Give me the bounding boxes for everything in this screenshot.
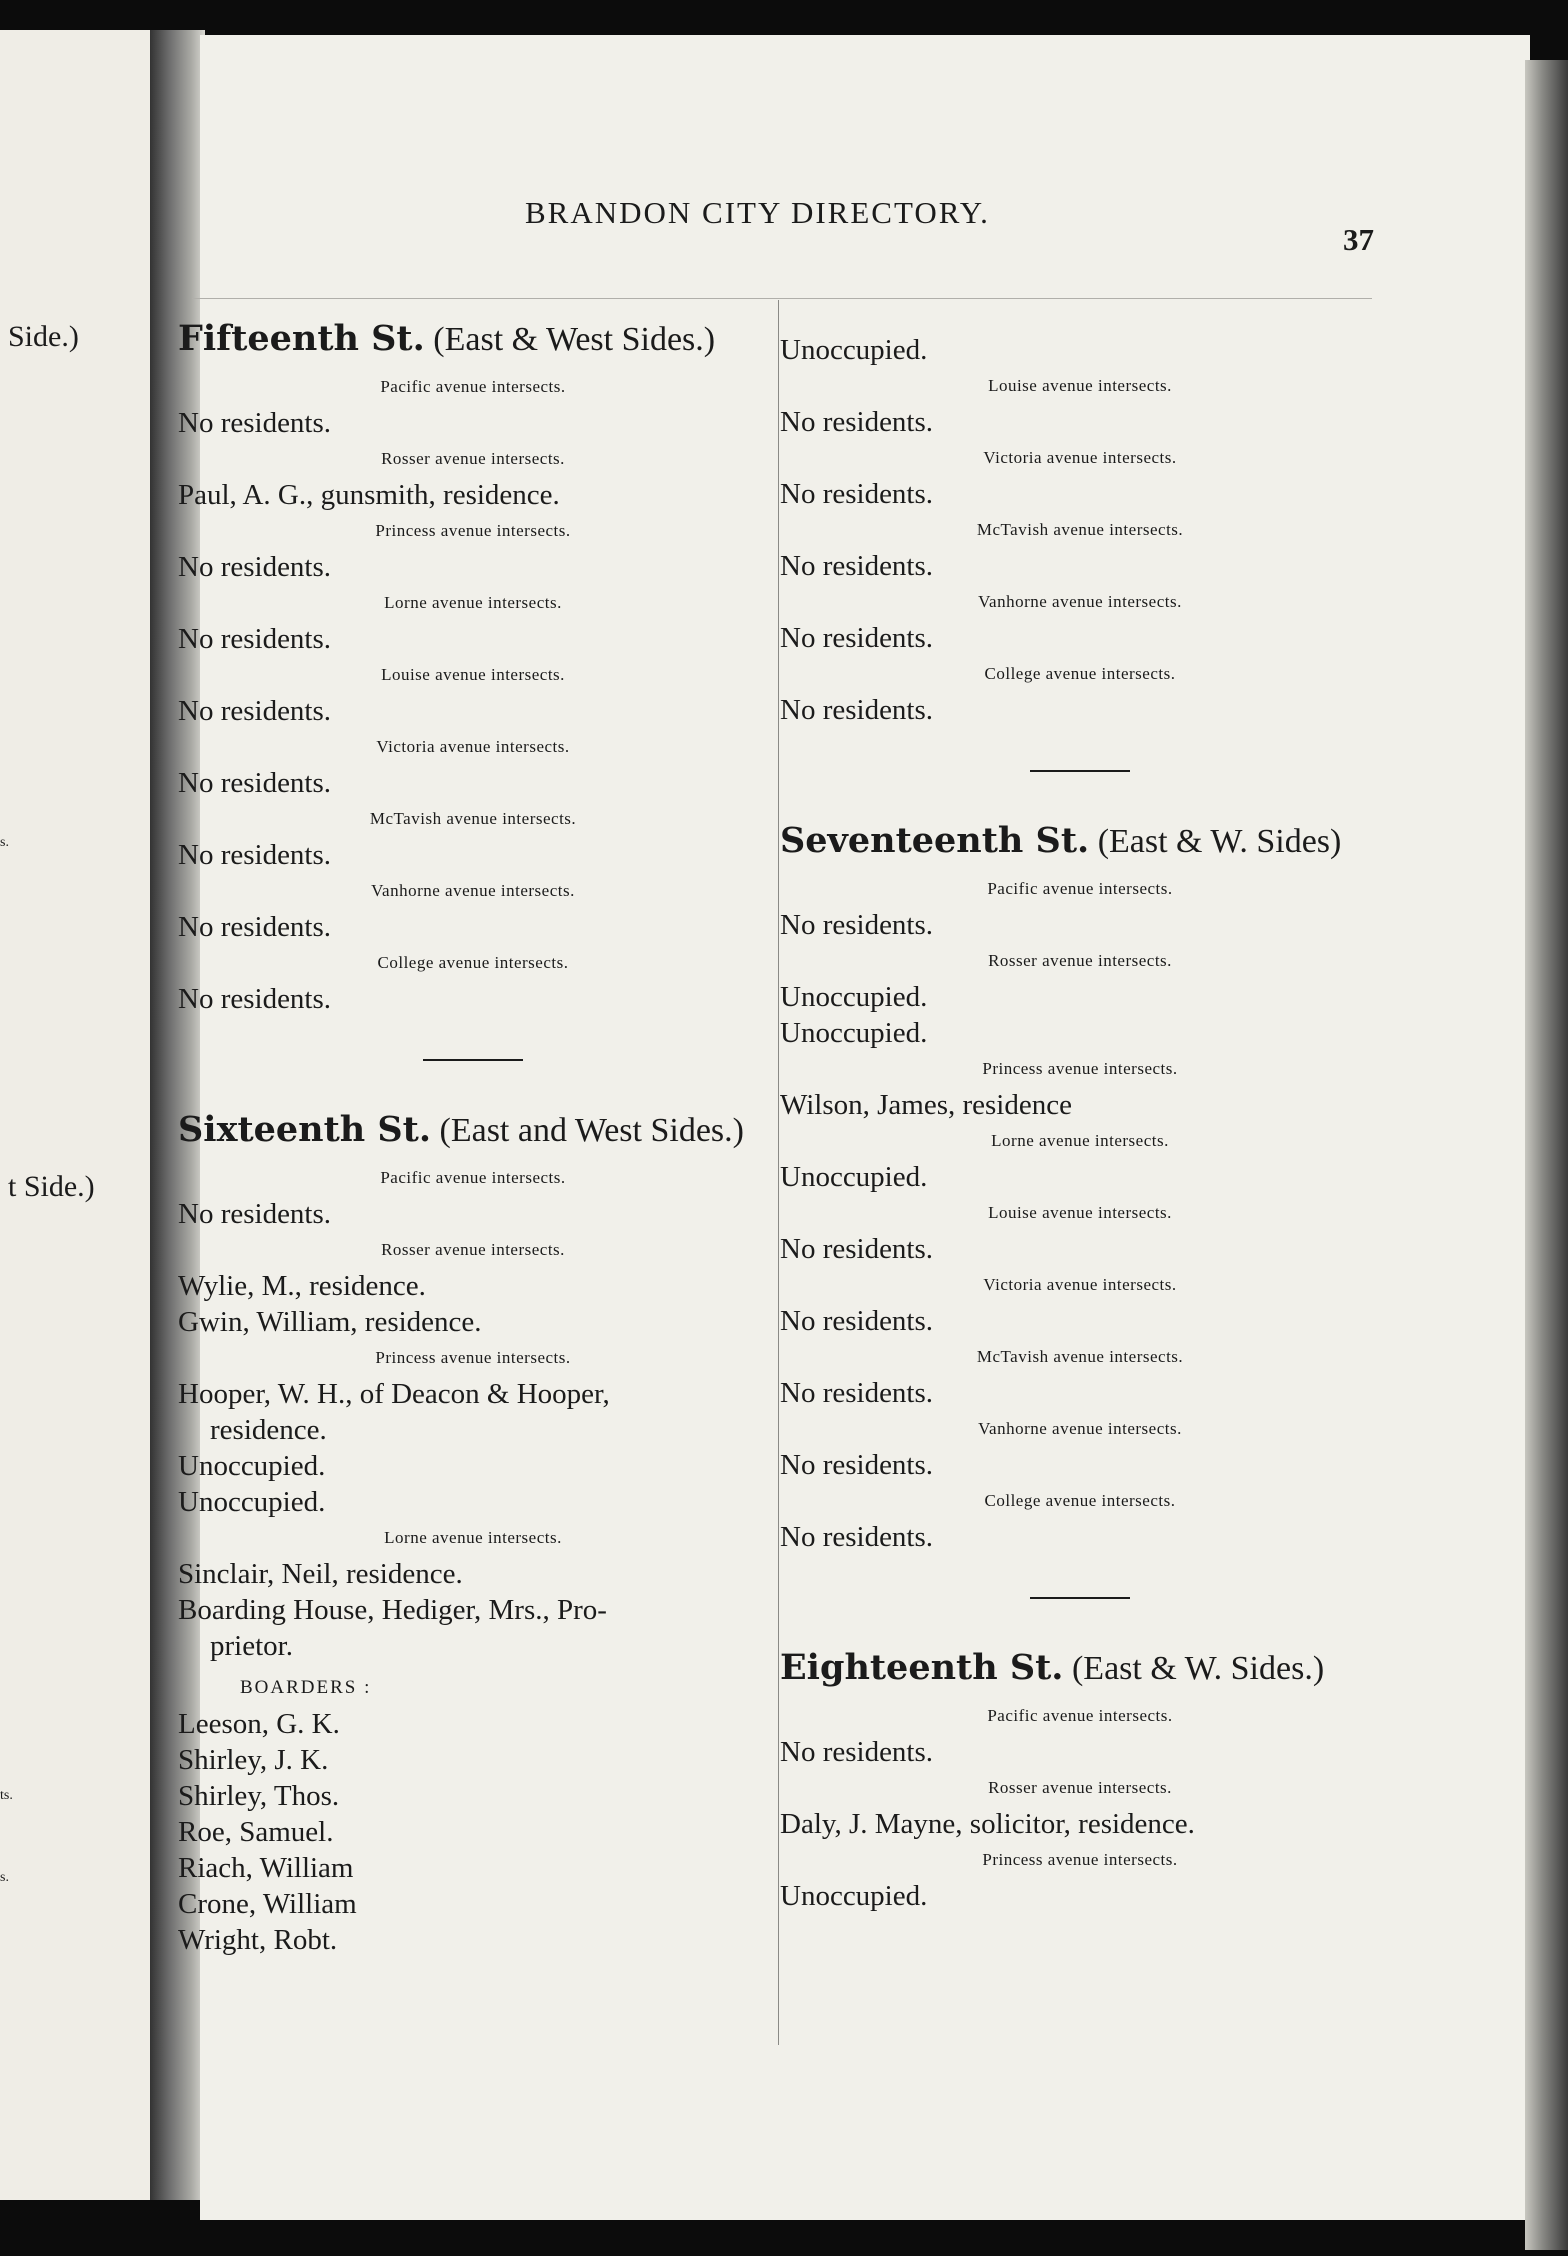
intersection-note: Vanhorne avenue intersects. (978, 1419, 1182, 1438)
directory-entry: No residents. (178, 407, 332, 439)
directory-entry: Unoccupied. (780, 1880, 928, 1912)
street-listing (178, 1160, 768, 1958)
directory-entry: No residents. (178, 1198, 332, 1230)
intersection-note: Louise avenue intersects. (381, 665, 565, 684)
intersection-note: Princess avenue intersects. (982, 1850, 1178, 1869)
street-sides: (East & W. Sides.) (1071, 1650, 1325, 1687)
intersection-note: Louise avenue intersects. (988, 1203, 1172, 1222)
directory-entry-continuation: residence. (210, 1414, 327, 1446)
directory-entry: No residents. (780, 1305, 934, 1337)
intersection-note: Vanhorne avenue intersects. (371, 881, 575, 900)
directory-entry: No residents. (178, 623, 332, 655)
street-listing (780, 871, 1380, 1555)
directory-entry-continuation: prietor. (210, 1630, 293, 1662)
directory-entry: No residents. (178, 911, 332, 943)
prev-page-mark: s. (0, 835, 9, 850)
intersection-note: Lorne avenue intersects. (384, 1528, 562, 1547)
directory-entry: No residents. (780, 1377, 934, 1409)
prev-page-mark: s. (0, 1870, 9, 1885)
directory-entry: No residents. (178, 839, 332, 871)
prev-page-mark: ts. (0, 1788, 13, 1803)
section-divider (423, 1059, 523, 1061)
intersection-note: College avenue intersects. (984, 664, 1176, 683)
directory-entry: Unoccupied. (780, 1161, 928, 1193)
intersection-note: Princess avenue intersects. (375, 521, 571, 540)
directory-entry: Riach, William (178, 1852, 354, 1884)
directory-entry: No residents. (780, 909, 934, 941)
left-column (178, 318, 768, 1958)
street-heading-eighteenth (780, 1647, 1380, 1688)
directory-entry: No residents. (178, 767, 332, 799)
directory-entry: Unoccupied. (780, 981, 928, 1013)
directory-entry: No residents. (780, 478, 934, 510)
prev-page-fragment: Side.) (8, 320, 79, 353)
page-number: 37 (1343, 222, 1374, 257)
intersection-note: Pacific avenue intersects. (380, 377, 566, 396)
directory-entry: Shirley, Thos. (178, 1780, 340, 1812)
intersection-note: Princess avenue intersects. (982, 1059, 1178, 1078)
section-divider (1030, 1597, 1130, 1599)
directory-entry: Unoccupied. (780, 1017, 928, 1049)
directory-entry: Unoccupied. (178, 1450, 326, 1482)
directory-entry: No residents. (780, 1736, 934, 1768)
street-heading-seventeenth (780, 820, 1380, 861)
street-listing (780, 1698, 1380, 1914)
street-sides: (East & W. Sides) (1097, 823, 1342, 860)
intersection-note: Vanhorne avenue intersects. (978, 592, 1182, 611)
directory-entry: Wilson, James, residence (780, 1089, 1072, 1121)
running-header: BRANDON CITY DIRECTORY. (525, 195, 990, 230)
street-name: Sixteenth St. (178, 1109, 432, 1150)
directory-entry: Wright, Robt. (178, 1924, 338, 1956)
directory-entry: Unoccupied. (178, 1486, 326, 1518)
intersection-note: McTavish avenue intersects. (976, 520, 1184, 539)
intersection-note: Victoria avenue intersects. (983, 1275, 1177, 1294)
intersection-note: Victoria avenue intersects. (983, 448, 1177, 467)
page-edge-shadow (1525, 60, 1568, 2250)
intersection-note: Pacific avenue intersects. (987, 1706, 1173, 1725)
street-sides: (East and West Sides.) (439, 1112, 744, 1149)
directory-entry: Hooper, W. H., of Deacon & Hooper, (178, 1378, 610, 1410)
directory-entry: No residents. (780, 694, 934, 726)
intersection-note: Pacific avenue intersects. (987, 879, 1173, 898)
intersection-note: Princess avenue intersects. (375, 1348, 571, 1367)
intersection-note: McTavish avenue intersects. (369, 809, 577, 828)
directory-entry: Roe, Samuel. (178, 1816, 334, 1848)
street-heading-fifteenth (178, 318, 768, 359)
intersection-note: Rosser avenue intersects. (988, 1778, 1172, 1797)
directory-entry: Unoccupied. (780, 334, 928, 366)
directory-entry: Wylie, M., residence. (178, 1270, 426, 1302)
intersection-note: College avenue intersects. (984, 1491, 1176, 1510)
directory-entry: No residents. (780, 550, 934, 582)
directory-entry: No residents. (780, 1521, 934, 1553)
intersection-note: Lorne avenue intersects. (384, 593, 562, 612)
directory-entry: Crone, William (178, 1888, 357, 1920)
directory-entry: No residents. (780, 1233, 934, 1265)
intersection-note: Rosser avenue intersects. (381, 449, 565, 468)
intersection-note: Victoria avenue intersects. (376, 737, 570, 756)
directory-entry: No residents. (780, 406, 934, 438)
street-name: Eighteenth St. (780, 1647, 1064, 1688)
directory-entry: Paul, A. G., gunsmith, residence. (178, 479, 560, 511)
street-listing (780, 332, 1380, 728)
intersection-note: Louise avenue intersects. (988, 376, 1172, 395)
street-listing (178, 369, 768, 1017)
directory-entry: No residents. (178, 983, 332, 1015)
column-rule (778, 300, 779, 2045)
intersection-note: Rosser avenue intersects. (381, 1240, 565, 1259)
section-divider (1030, 770, 1130, 772)
directory-entry: No residents. (780, 1449, 934, 1481)
directory-entry: Daly, J. Mayne, solicitor, residence. (780, 1808, 1195, 1840)
directory-entry: Shirley, J. K. (178, 1744, 329, 1776)
directory-entry: No residents. (178, 551, 332, 583)
directory-entry: Sinclair, Neil, residence. (178, 1558, 463, 1590)
directory-entry: Gwin, William, residence. (178, 1306, 482, 1338)
intersection-note: Pacific avenue intersects. (380, 1168, 566, 1187)
intersection-note: McTavish avenue intersects. (976, 1347, 1184, 1366)
prev-page-fragment: t Side.) (8, 1170, 95, 1203)
street-heading-sixteenth (178, 1109, 768, 1150)
directory-entry: Leeson, G. K. (178, 1708, 340, 1740)
intersection-note: College avenue intersects. (377, 953, 569, 972)
street-name: Seventeenth St. (780, 820, 1090, 861)
directory-entry: No residents. (178, 695, 332, 727)
intersection-note: Lorne avenue intersects. (991, 1131, 1169, 1150)
street-sides: (East & West Sides.) (433, 321, 716, 358)
header-rule (192, 298, 1372, 299)
intersection-note: Rosser avenue intersects. (988, 951, 1172, 970)
street-name: Fifteenth St. (178, 318, 425, 359)
directory-entry: No residents. (780, 622, 934, 654)
directory-entry: Boarding House, Hediger, Mrs., Pro- (178, 1594, 607, 1626)
boarders-label: BOARDERS : (240, 1677, 372, 1698)
right-column (780, 332, 1380, 1914)
